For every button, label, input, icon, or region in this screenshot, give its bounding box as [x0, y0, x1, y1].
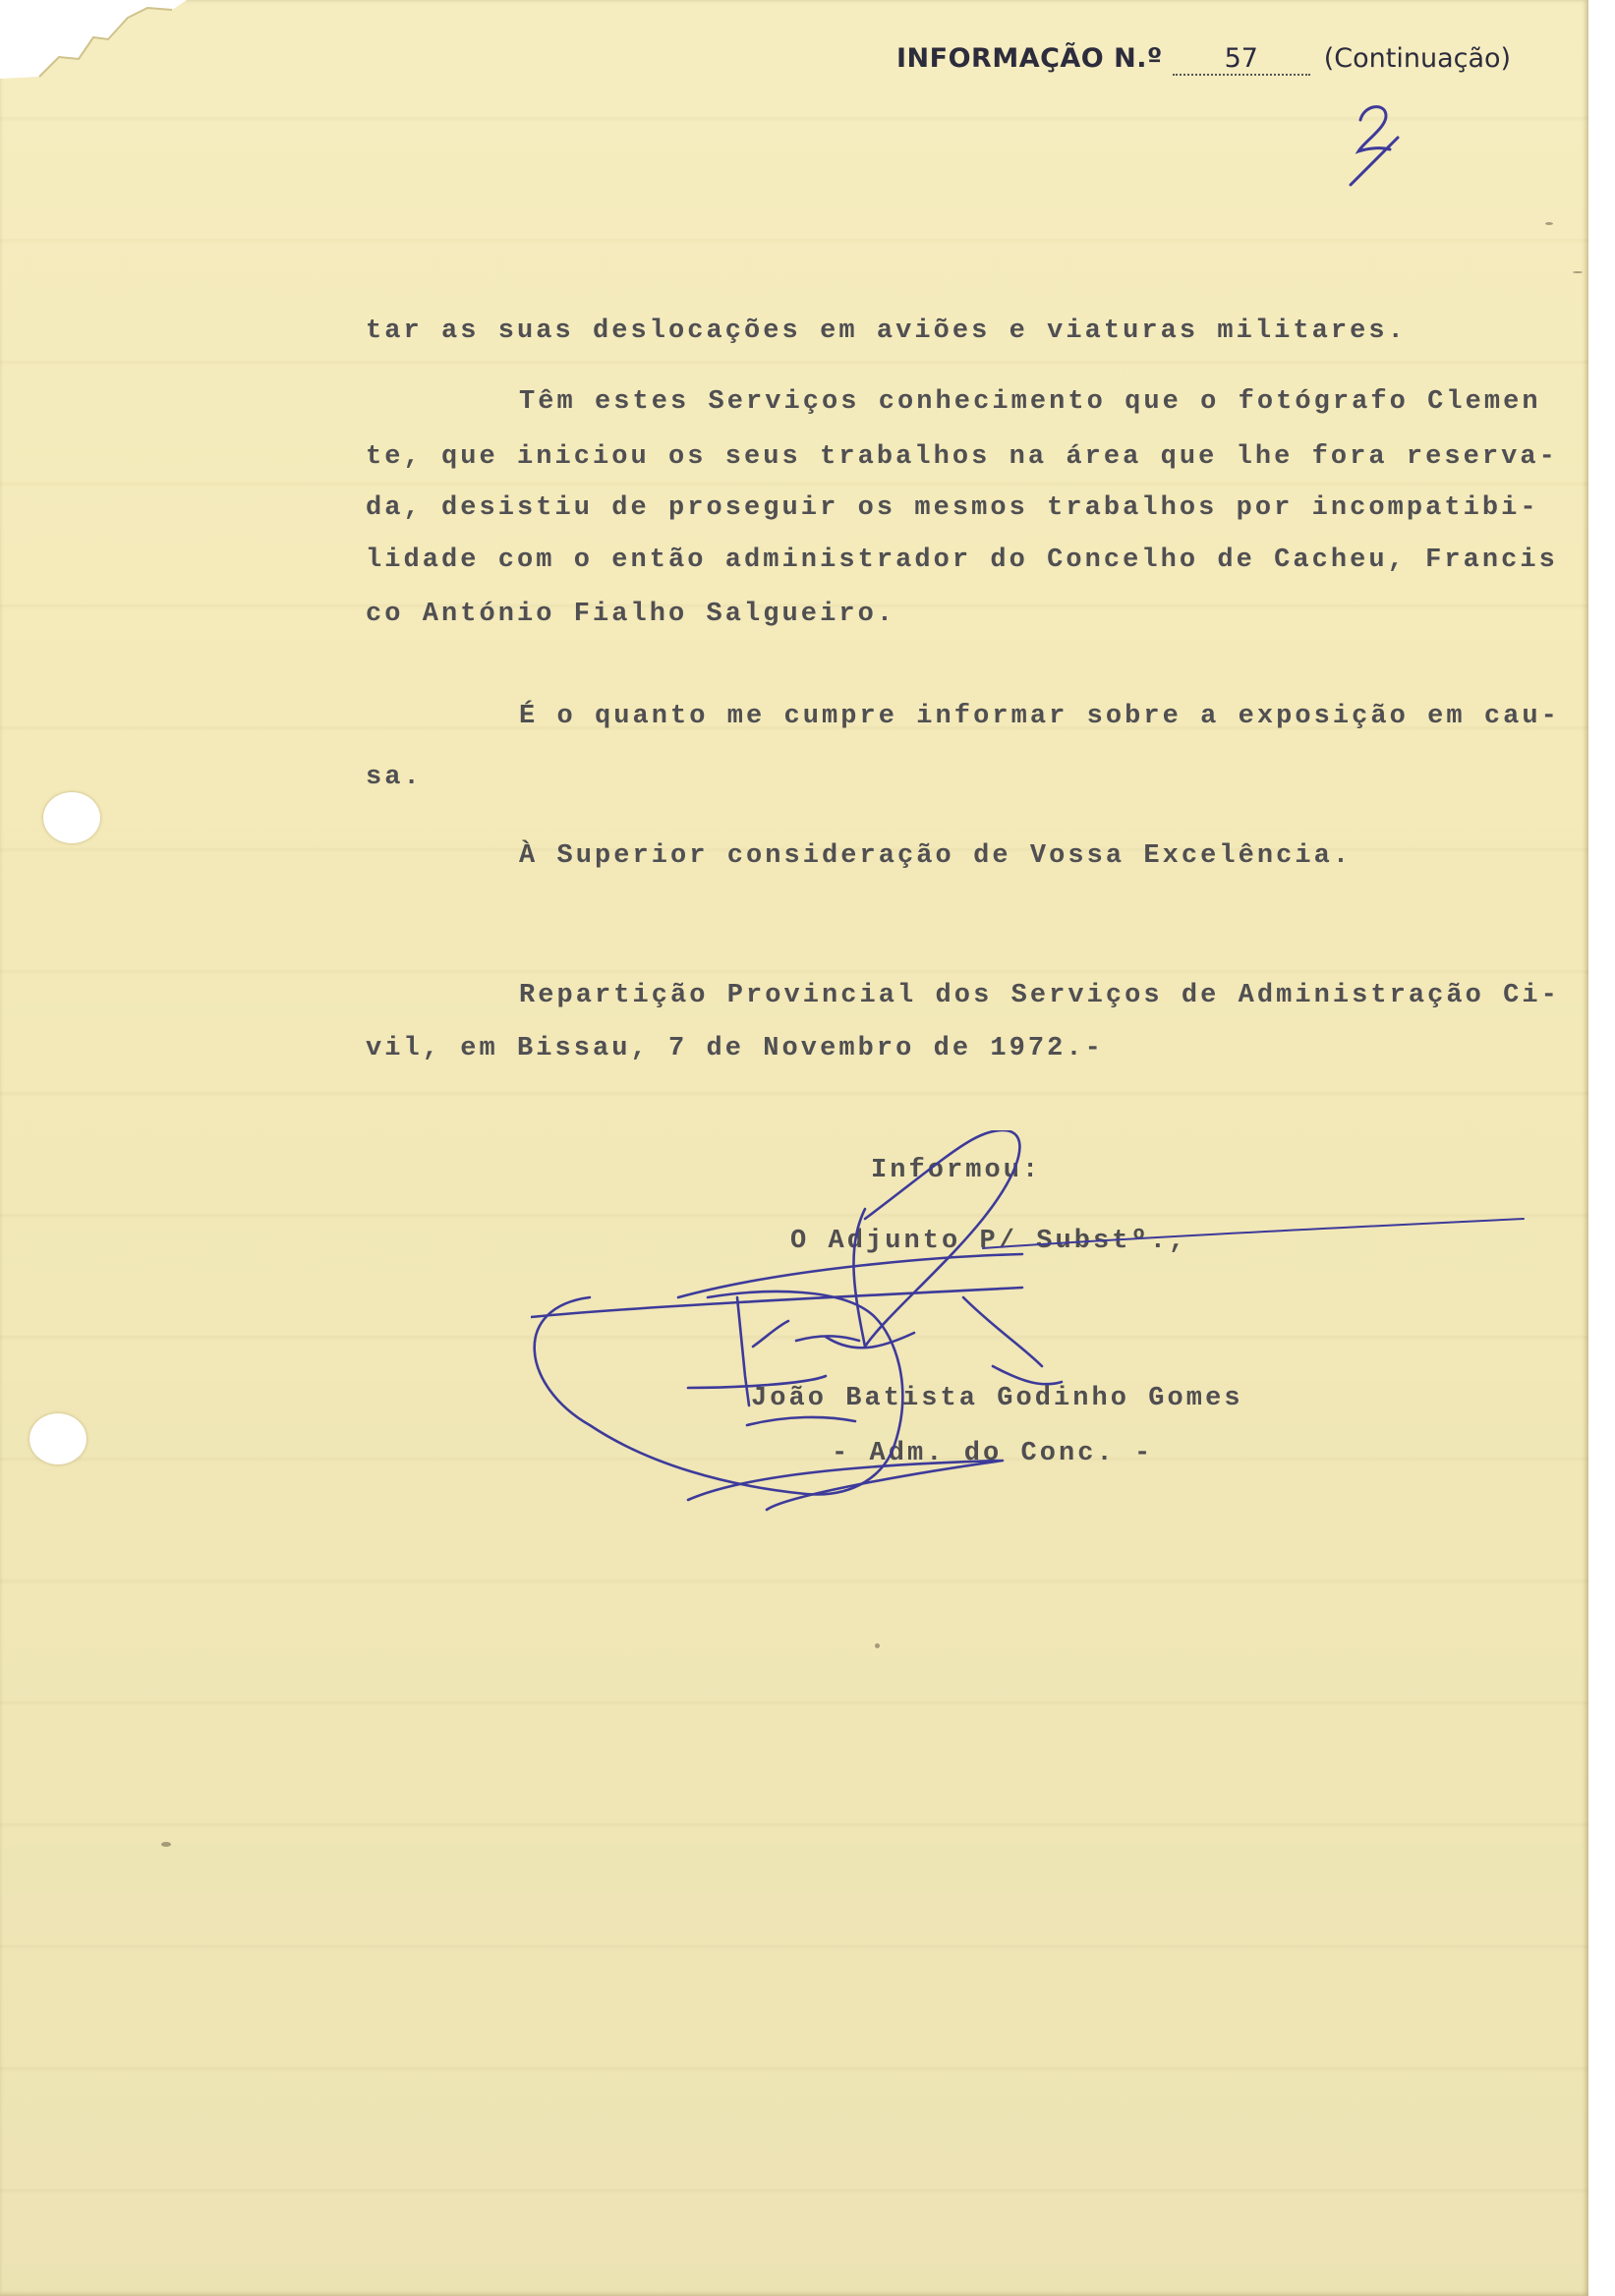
- paper-speck: [1573, 271, 1583, 273]
- paper-speck: [1545, 222, 1553, 225]
- body-line-4: da, desistiu de proseguir os mesmos trabalhos por incompatibi-: [366, 493, 1539, 523]
- body-line-2: Têm estes Serviços conhecimento que o fotógrafo Clemen: [519, 387, 1541, 417]
- page-margin-right: [1588, 0, 1615, 2296]
- body-line-7: É o quanto me cumpre informar sobre a exposição em cau-: [519, 702, 1560, 731]
- body-line-6: co António Fialho Salgueiro.: [366, 600, 896, 629]
- handwritten-signature: [531, 1130, 1533, 1543]
- closing-title: - Adm. do Conc. -: [832, 1439, 1154, 1468]
- body-line-10: Repartição Provincial dos Serviços de Administração Ci-: [519, 981, 1560, 1010]
- torn-corner: [0, 0, 187, 79]
- paper-speck: [875, 1643, 880, 1648]
- body-line-8: sa.: [366, 763, 423, 792]
- closing-informou: Informou:: [871, 1156, 1042, 1185]
- body-line-9: À Superior consideração de Vossa Excelência.: [519, 841, 1353, 871]
- body-line-11: vil, em Bissau, 7 de Novembro de 1972.-: [366, 1034, 1104, 1063]
- closing-name: João Batista Godinho Gomes: [751, 1384, 1243, 1413]
- punch-hole-bottom: [29, 1413, 87, 1464]
- closing-role: O Adjunto P/ Substº.,: [790, 1227, 1188, 1256]
- handwritten-folio-number: [1343, 98, 1412, 187]
- punch-hole-top: [43, 792, 100, 843]
- body-line-1: tar as suas deslocações em aviões e viaturas militares.: [366, 316, 1407, 346]
- body-line-3: te, que iniciou os seus trabalhos na área que lhe fora reserva-: [366, 442, 1558, 472]
- paper-speck: [161, 1842, 171, 1847]
- header-continuation: (Continuação): [1323, 43, 1512, 74]
- header-number: 57: [1173, 43, 1310, 76]
- document-header: [896, 43, 1511, 76]
- header-label: INFORMAÇÃO N.º: [896, 43, 1163, 74]
- body-line-5: lidade com o então administrador do Concelho de Cacheu, Francis: [366, 545, 1558, 575]
